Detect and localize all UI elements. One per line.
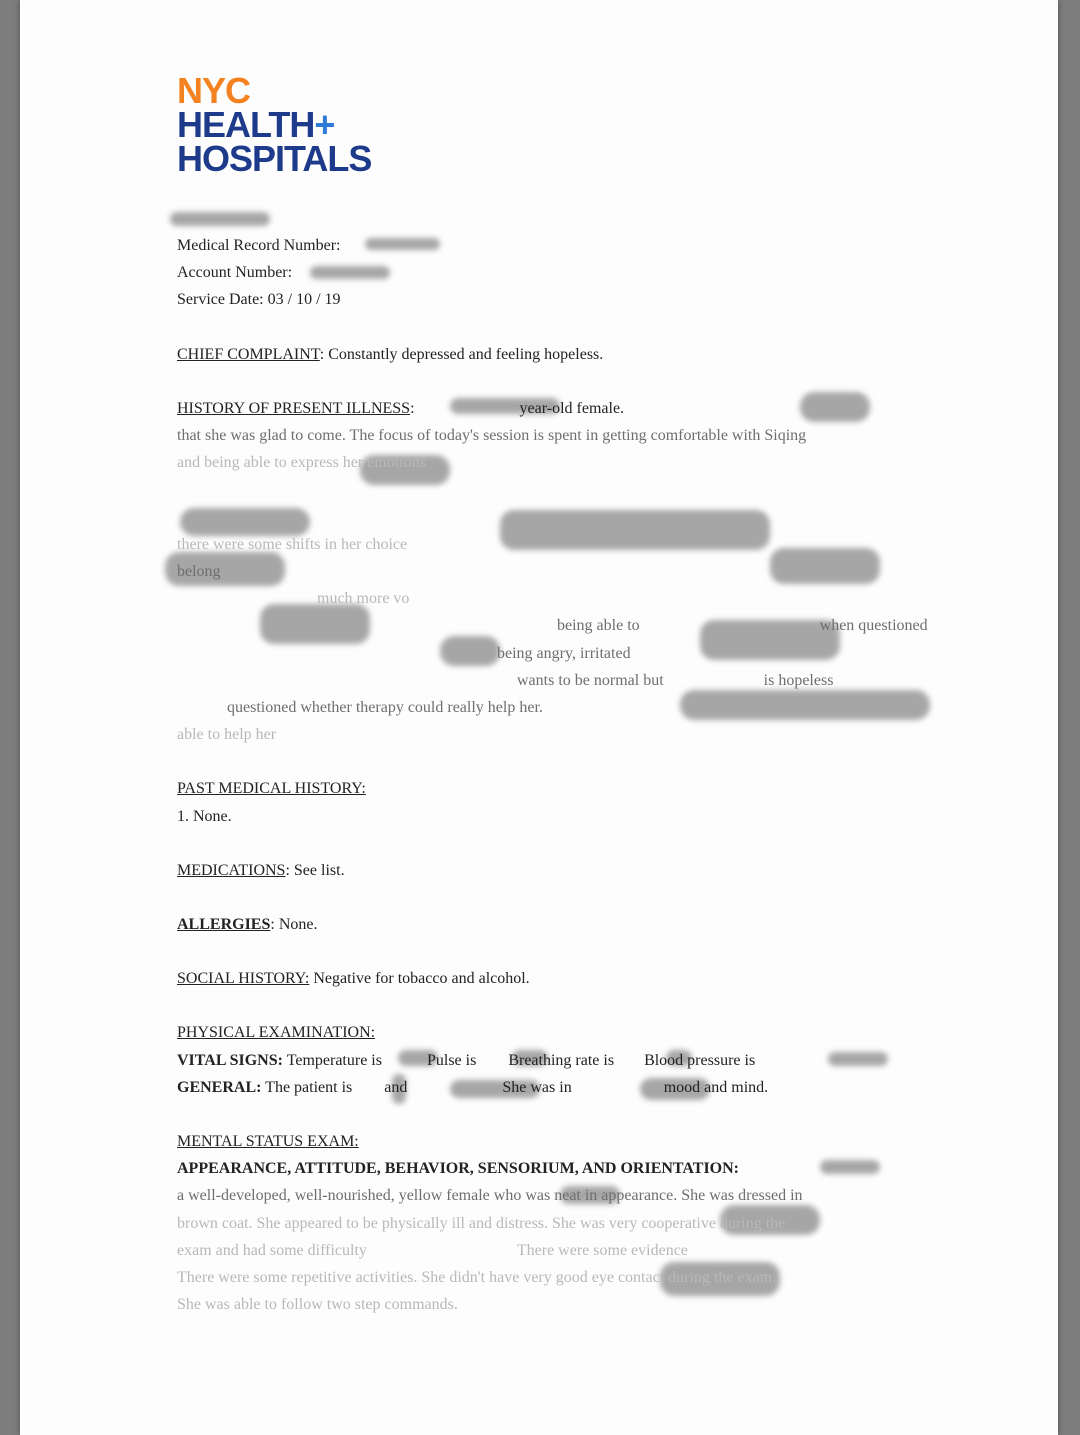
logo-line-nyc: NYC [177, 70, 251, 111]
logo-line-health: HEALTH+ [177, 104, 335, 145]
redaction-mark [170, 212, 270, 226]
service-date-line: Service Date: 03 / 10 / 19 [177, 291, 341, 309]
past-medical-history: PAST MEDICAL HISTORY: [177, 780, 366, 798]
service-date-value: 03 / 10 / 19 [267, 291, 341, 309]
chief-complaint: CHIEF COMPLAINT: Constantly depressed and feeling hopeless. [177, 345, 604, 363]
document-page [20, 0, 1058, 1435]
logo-line-hospitals: HOSPITALS [177, 138, 372, 179]
past-medical-item: 1. None. [177, 807, 232, 825]
physical-exam-section: PHYSICAL EXAMINATION: VITAL SIGNS: Temperature is Pulse is Breathing rate is Blood pressure is GENERAL: The patient is and She was in mood and mind. [177, 1024, 769, 1096]
mrn-line: Medical Record Number: [177, 237, 341, 254]
document-body [177, 232, 928, 1319]
nyc-health-hospitals-logo [177, 70, 372, 179]
hpi-section: HISTORY OF PRESENT ILLNESS: year-old female. that she was glad to come. The focus of today's session is spent in getting comfortable with Siqing and being able to express her emotions there were some shifts in her choice belong much more vo being able to when questioned being angry, irritated wants to be normal but is hopeless questioned whether therapy could really help her. able to help her [177, 399, 928, 744]
medications: MEDICATIONS: See list. [177, 861, 345, 879]
account-line: Account Number: [177, 264, 293, 282]
social-history: SOCIAL HISTORY: Negative for tobacco and alcohol. [177, 970, 530, 988]
allergies: ALLERGIES: None. [177, 916, 318, 934]
mental-status-section: MENTAL STATUS EXAM: APPEARANCE, ATTITUDE, BEHAVIOR, SENSORIUM, AND ORIENTATION: a well-developed, well-nourished, yellow female who was neat in appearance. She was dressed in brown coat. She appeared to be physically ill and distress. She was very cooperative during the exam and had some difficulty There were some evidence There were some repetitive activities. She didn't have very good eye contact during the exam. She was able to follow two step commands. [177, 1133, 803, 1314]
